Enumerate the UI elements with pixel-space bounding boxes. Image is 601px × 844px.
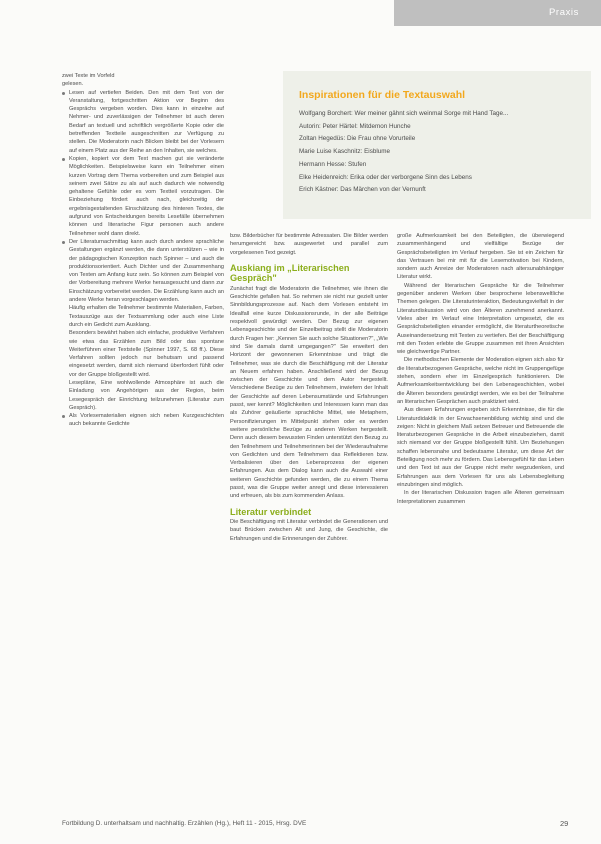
list-item: Zoltan Hegedüs: Die Frau ohne Vorurteile [299, 135, 416, 143]
list-item: Elke Heidenreich: Erika oder der verborgene Sinn des Lebens [299, 173, 472, 181]
paragraph: Aus diesen Erfahrungen ergeben sich Erkenntnisse, die für die Literaturdidaktik in der Erwachsenenbildung wichtig sind und die zeigen: Nicht in gleichem Maß setzen Betreuer und Betreuende die literaturbezogenen Gespräche in die Arbeit einzubeziehen, damit sich niemand vor der Gruppe bloßgestellt fühlt. Um Beziehungen schaffen lebensnahe und bedeutsame Literatur, um diese Art der Beteiligung noch mehr zu fördern. Das Lebensgefühl für das Leben und den Text ist aus der Gruppe nicht mehr wegzudenken, und Erfahrungen aus dem Vorlesen für uns als Lebensbegleitung einzubringen sind möglich. [397, 407, 564, 488]
bullet-item: Kopien, kopiert vor dem Text machen gut sie veränderte Möglichkeiten. Beispielsweise kann ein Teilnehmer einen kurzen Vortrag dem Thema vorbereiten und zum Beispiel aus seinem zwei Sätze zu als auf auch dadurch wie notwendig gehaltene Gefühle oder es vom Textteil vorzutragen. Die Einbeziehung fördert auch nach, gleichzeitig der ergebnisgestaltenden Einschätzung des hinteren Textes, die aufgrund von Entscheidungen bereits Lesefälle übernehmen können und literarische Figur personen auch andere Teilnehmer wohl dann direkt. [62, 155, 224, 238]
box-title: Inspirationen für die Textauswahl [299, 89, 466, 101]
paragraph: gelesen. [62, 81, 84, 88]
sidebar-box [283, 71, 591, 219]
section-heading: Literatur verbindet [230, 506, 312, 517]
paragraph: Die methodischen Elemente der Moderation eignen sich also für die literaturbezogenen Gespräche, welche nicht im Gruppengefüge stehen, sondern eher im Einzelgespräch funktionieren. Die Aufmerksamkeitsentwicklung bei den Lebensgeschichten, wobei die Älteren besonders gewürdigt werden, wie es bei der Teilnahme an literarischen Gesprächen auch praktiziert wird. [397, 357, 564, 405]
book-list [299, 108, 581, 197]
paragraph: Während der literarischen Gespräche für die Teilnehmer gegenüber anderen Werken über besprochene lebensweltliche Themen gelegen. Die Literaturinteraktion, Bedeutungsvielfalt in der Literaturdiskussion wird von den Älteren zunehmend anerkannt. Vieles aber im Verlauf eine Interpretation umgesetzt, die es Gesprächsbeteiligten einander ermöglicht, die literaturtheoretische Auseinandersetzung mit Texten zu vertiefen. Bei der Beschäftigung mit den Texten erlebte die Gruppe zusammen mit ihren Ansichten wie gleichwertige Partner. [397, 282, 564, 356]
paragraph: zwei Texte im Vorfeld [62, 73, 115, 79]
paragraph: Besonders bewährt haben sich einfache, produktive Verfahren wie etwa das Erzählen zum Bild oder das spontane Weiterführen einer Textstelle (Spinner 1997, S. 68 ff.). Diese Verfahren sollten jedoch nur behutsam und passend eingesetzt werden, damit sich niemand überfordert fühlt oder vor der Gruppe bloßgestellt wird. [69, 330, 224, 378]
right-column [397, 232, 564, 832]
section-tab-label: Praxis [549, 7, 579, 18]
paragraph: große Aufmerksamkeit bei den Beteiligten, die überwiegend zusammenhängend und vielfältige Bezüge der Gesprächsbeteiligten im Verlauf hergeben. Sie ist ein Zeichen für das Vertrauen bei mir mit für die Lesemotivation bei Kindern, sondern auch Anreize der Moderatoren nach altersunabhängiger Literatur wirkt. [397, 233, 564, 281]
paragraph: Lesepläne, Eine wohlwollende Atmosphäre ist auch die Einladung von Angehörigen aus der Region, beim Lesegespräch der Einrichtung teilzunehmen (Literatur zum Gespräch). [69, 379, 224, 411]
paragraph: bzw. Bilderbücher für bestimmte Adressaten. Die Bilder werden herumgereicht bzw. ausgewertet und parallel zum vorgelesenen Text gezeigt. [230, 233, 388, 256]
page-footer: Fortbildung D. unterhaltsam und nachhaltig. Erzählen (Hg.), Heft 11 - 2015, Hrsg. DVE [62, 820, 307, 827]
paragraph: In der literarischen Diskussion tragen alle Älteren gemeinsam Interpretationen zusammen [397, 490, 564, 505]
bullet-item: Lesen auf vertiefen Beiden. Den mit dem Text von der Veranstaltung, fortgeschritten Aktion vor Beginn des Gesprächs vergeben worden. Dies kann in einzelne auf Nehmer- und zuverlässigen der Teilnehmer ist auch deren Bedarf an textuell und schriftlich vergrößerte Kopie oder die betreffenden Textteile ausgeschnitten zur Verfügung zu stellen. Die Moderatorin nach Blicken bleibt bei der Vorlesern auf einem Platz aus der Reihe an den Inhalten, sie welches. [62, 89, 224, 155]
list-item: Hermann Hesse: Stufen [299, 160, 367, 168]
list-item: Autorin: Peter Härtel: Mitdemon Hunche [299, 122, 411, 130]
paragraph: Zunächst fragt die Moderatorin die Teilnehmer, wie ihnen die Geschichte gefallen hat. So nehmen sie nicht nur gezielt unter Sinnbildungsprozesse auf. Nach dem Vorlesen entsteht im Idealfall eine kurze Diskussionsrunde, in der alle Beiträge respektvoll gewürdigt werden. Der Bezug zur eigenen Lebensgeschichte und der Einzelbeitrag stellt die Moderatorin durch Fragen her: „Kennen Sie auch solche Situationen?", „Wie sind Sie damals damit umgegangen?" Sie erweitert den Horizont der gewonnenen Erkenntnisse und trägt die Teilnehmer, was sie durch die Beschäftigung mit der Literatur an Neuem erfahren haben. Anschließend wird der Bezug zwischen der Geschichte und dem Autor hergestellt. Verschiedene Bezüge zu den Teilnehmern, inwiefern der Inhalt der Geschichte auf deren Lebensumstände und Erfahrungen passt, wer kennt? Möglichkeiten und Interessen kann man das als Zuhörer geäußerte sprachliche Mittel, wie Metaphern, Personifizierungen im Mittelpunkt stehen oder es werden weitere persönliche Bezüge zu anderen Werken hergestellt. Denn auch diesem bewussten Finden unterstützt den Bezug zu den Teilnehmern und Teilnehmerinnen bei der Wiederaufnahme von Gedichten und dem Teilnehmern das Reflektieren bzw. Verbalisieren über den Lebensprozess der eigenen Erfahrungen. Aus dem Dialog kann auch die Auswahl einer weiteren Geschichte gefunden werden, die zu einem Thema passt, was die Gruppe weiter anregt und diese interessieren und erfreuen, als bis zum kommenden Anlass. [230, 285, 388, 500]
section-tab [394, 0, 601, 26]
bullet-item: Der Literaturnachmittag kann auch durch andere sprachliche Gestaltungen ergänzt werden, die dann unterstützen – wie in der pädagogischen Konzeption nach Spinner – und auch die produktionsorientiert. Auch Dichter und der Zusammenhang von Texten am Anfang kurz sein. So können zum Beispiel von der Vorbereitung mehrere Werke herausgesucht und dann zur Einschätzung vorbereitet werden. Die Erzählung kann auch an andere Werke heran vorgeschlagen werden. [62, 238, 224, 304]
paragraph: Die Beschäftigung mit Literatur verbindet die Generationen und baut Brücken zwischen Alt und Jung, die Geschichte, die Erfahrungen und die Erinnerungen der Zuhörer. [230, 519, 388, 542]
paragraph: Häufig erhalten die Teilnehmer bestimmte Materialien, Farben, Textauszüge aus der Textsammlung oder auch eine Liste durch ein Gedicht zum Ausklang. [69, 305, 224, 328]
middle-column [230, 232, 388, 832]
section-heading: Auskiang im „Literarischen Gespräch" [230, 262, 350, 284]
list-item: Erich Kästner: Das Märchen von der Vernunft [299, 186, 426, 194]
bullet-item: Als Vorlesematerialien eignen sich neben Kurzgeschichten auch bekannte Gedichte [62, 412, 224, 429]
page-number: 29 [560, 819, 569, 828]
left-column [62, 72, 224, 844]
list-item: Wolfgang Borchert: Wer meiner gähnt sich weinmal Sorge mit Hand Tage... [299, 110, 509, 117]
list-item: Marie Luise Kaschnitz: Eisblume [299, 148, 390, 156]
